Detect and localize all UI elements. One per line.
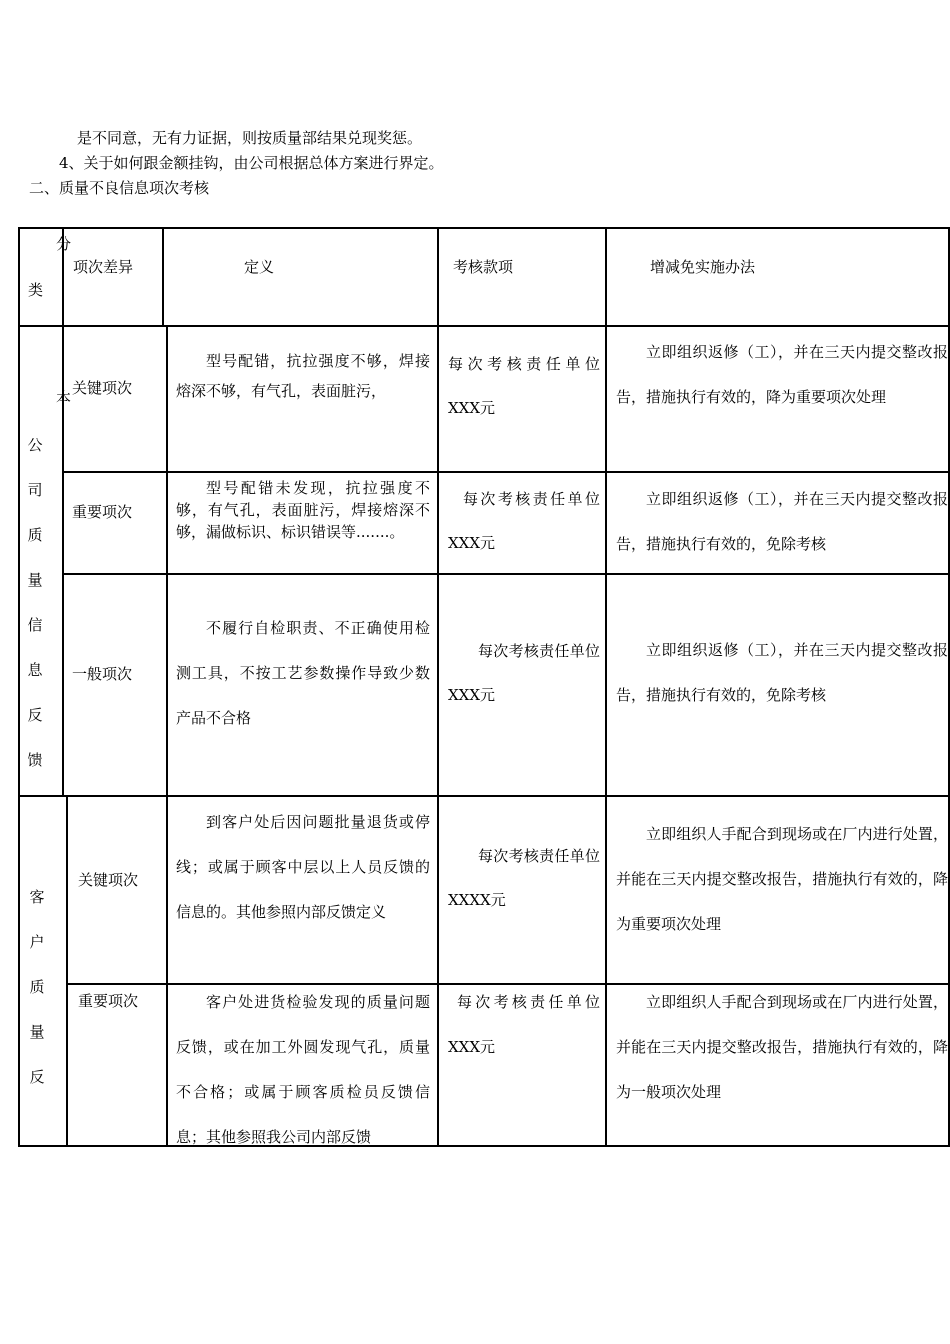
section1-category-label — [25, 423, 45, 783]
header-definition-cell — [162, 227, 439, 327]
s1r3-method-cell — [605, 573, 950, 797]
section1-category-prefix: 本 — [56, 389, 72, 407]
category-char: 质 — [27, 526, 43, 544]
section1-category-cell — [18, 325, 72, 797]
paragraph-amount-link: 4、关于如何跟金额挂钩，由公司根据总体方案进行界定。 — [59, 154, 444, 172]
s2r2-assessment-cell — [437, 983, 607, 1147]
s1r2-definition: 型号配错未发现，抗拉强度不够，有气孔，表面脏污，焊接熔深不够，漏做标识、标识错误等.......。 — [176, 479, 430, 541]
s1r2-assessment: 每次考核责任单位XXX元 — [448, 490, 600, 552]
section2-category-label — [27, 875, 47, 1100]
s1r1-method-cell — [605, 325, 950, 473]
s1r1-item: 关键项次 — [72, 379, 133, 397]
s1r2-item-cell — [62, 471, 168, 575]
category-char: 司 — [27, 481, 43, 499]
s2r2-method: 立即组织人手配合到现场或在厂内进行处置，并能在三天内提交整改报告，措施执行有效的，降为一般项次处理 — [616, 993, 948, 1101]
s2r2-method-cell — [605, 983, 950, 1147]
s2r1-assessment-cell — [437, 795, 607, 985]
section-heading: 二、质量不良信息项次考核 — [29, 179, 210, 197]
s2r1-item-cell — [66, 795, 168, 985]
category-char: 信 — [27, 616, 43, 634]
category-char: 息 — [27, 661, 43, 679]
s1r1-assessment: 每次考核责任单位XXX元 — [448, 355, 600, 417]
s1r2-method-cell — [605, 471, 950, 575]
paragraph-evidence: 是不同意，无有力证据，则按质量部结果兑现奖惩。 — [77, 129, 423, 147]
s1r1-method: 立即组织返修（工），并在三天内提交整改报告，措施执行有效的，降为重要项次处理 — [616, 343, 948, 406]
header-method: 增减免实施办法 — [650, 258, 756, 276]
category-char: 质 — [29, 978, 45, 996]
s1r3-assessment-cell — [437, 573, 607, 797]
header-definition: 定义 — [244, 258, 275, 276]
s1r3-item: 一般项次 — [72, 665, 133, 683]
s2r2-item-cell — [66, 983, 168, 1147]
s2r2-item: 重要项次 — [78, 992, 139, 1010]
s1r2-assessment-cell — [437, 471, 607, 575]
s1r3-definition-cell — [166, 573, 439, 797]
category-char: 量 — [27, 571, 43, 589]
s1r3-definition: 不履行自检职责、不正确使用检测工具，不按工艺参数操作导致少数产品不合格 — [176, 619, 430, 727]
s2r2-assessment: 每次考核责任单位XXX元 — [448, 993, 600, 1056]
header-category-bottom: 类 — [28, 281, 44, 299]
s2r1-definition-cell — [166, 795, 439, 985]
category-char: 户 — [29, 933, 45, 951]
header-item: 项次差异 — [73, 258, 134, 276]
s2r1-assessment: 每次考核责任单位XXXX元 — [448, 847, 600, 909]
header-assessment: 考核款项 — [453, 258, 514, 276]
header-category-top: 分 — [56, 235, 72, 253]
category-char: 公 — [27, 436, 43, 454]
s2r2-definition: 客户处进货检验发现的质量问题反馈，或在加工外圆发现气孔，质量不合格；或属于顾客质检员反馈信息；其他参照我公司内部反馈 — [176, 993, 430, 1146]
s1r3-item-cell — [62, 573, 168, 797]
s2r1-item: 关键项次 — [78, 871, 139, 889]
category-char: 反 — [27, 706, 43, 724]
s1r2-definition-cell — [166, 471, 439, 575]
s1r1-item-cell — [62, 325, 168, 473]
s1r1-definition-cell — [166, 325, 439, 473]
s1r1-definition: 型号配错，抗拉强度不够，焊接熔深不够，有气孔，表面脏污， — [176, 352, 430, 400]
s1r2-item: 重要项次 — [72, 503, 133, 521]
category-char: 馈 — [27, 751, 43, 769]
header-category-cell — [18, 227, 72, 327]
s1r2-method: 立即组织返修（工），并在三天内提交整改报告，措施执行有效的，免除考核 — [616, 490, 948, 553]
s2r1-method-cell — [605, 795, 950, 985]
header-assessment-cell — [437, 227, 607, 327]
s1r3-method: 立即组织返修（工），并在三天内提交整改报告，措施执行有效的，免除考核 — [616, 641, 948, 704]
header-item-cell — [62, 227, 164, 327]
s1r1-assessment-cell — [437, 325, 607, 473]
category-char: 量 — [29, 1023, 45, 1041]
category-char: 反 — [29, 1068, 45, 1086]
s2r2-definition-cell — [166, 983, 439, 1147]
section2-category-cell — [18, 795, 68, 1147]
header-method-cell — [605, 227, 950, 327]
s2r1-method: 立即组织人手配合到现场或在厂内进行处置，并能在三天内提交整改报告，措施执行有效的，降为重要项次处理 — [616, 825, 948, 933]
category-char: 客 — [29, 888, 45, 906]
s2r1-definition: 到客户处后因问题批量退货或停线；或属于顾客中层以上人员反馈的信息的。其他参照内部反馈定义 — [176, 813, 430, 921]
s1r3-assessment: 每次考核责任单位XXX元 — [448, 642, 600, 704]
